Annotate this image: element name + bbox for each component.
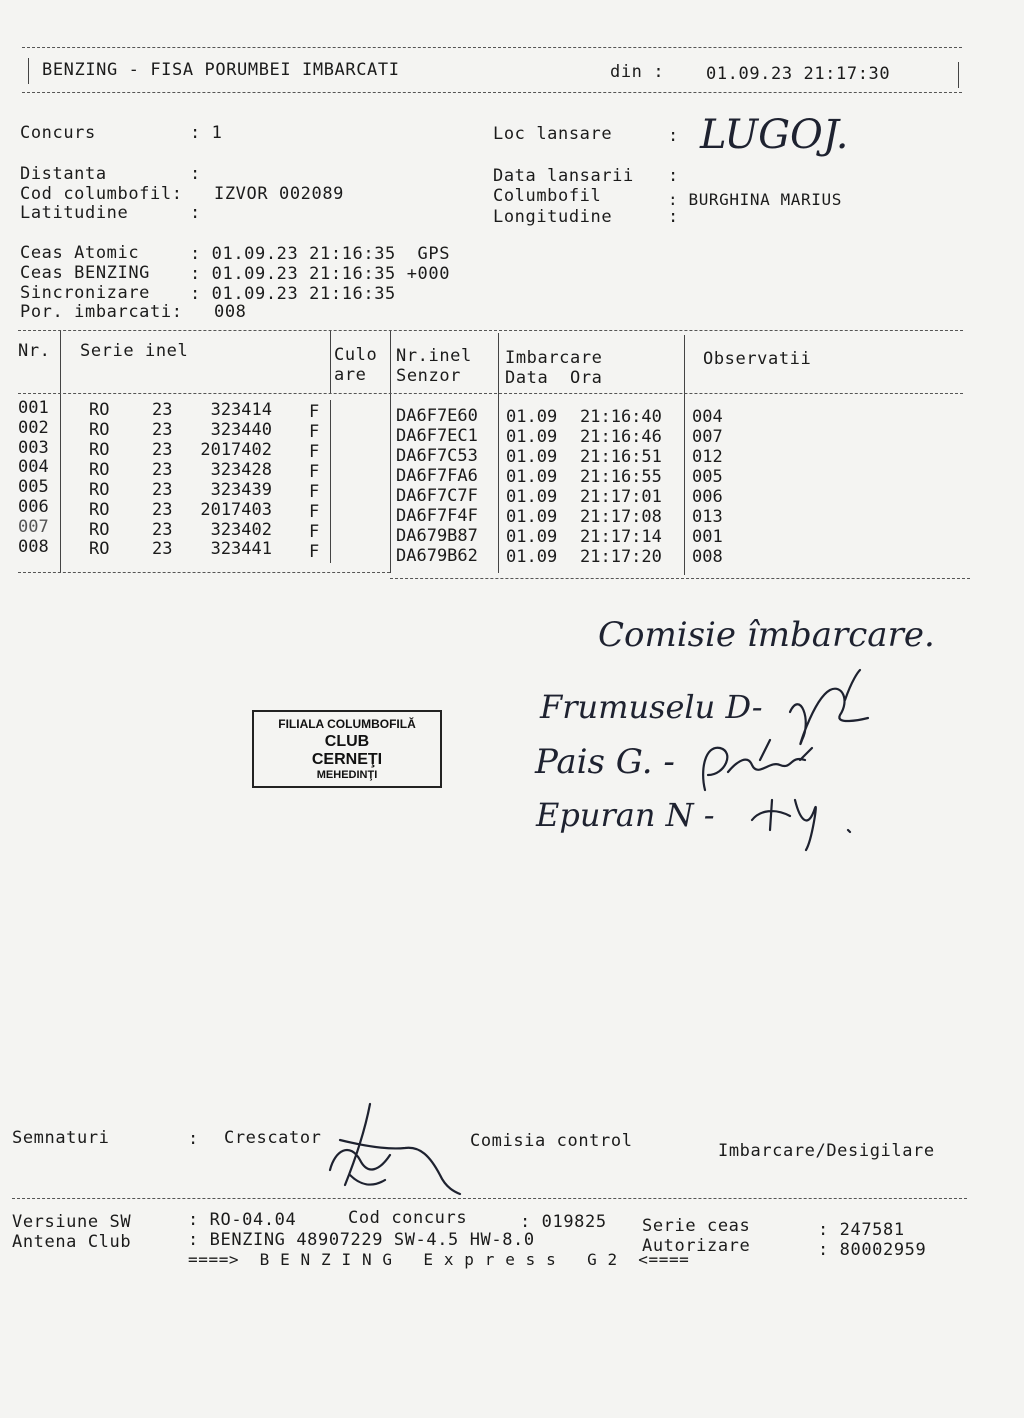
cell-inel: 323414 <box>210 400 272 420</box>
din-label: din : <box>610 62 665 82</box>
cell-sex: F <box>309 502 320 522</box>
cell-data: 01.09 <box>506 527 558 547</box>
data-lansarii-value: : <box>668 166 679 186</box>
header-nr-inel-2: Senzor <box>396 366 462 386</box>
cell-ora: 21:17:01 <box>580 487 662 507</box>
cell-ora: 21:17:20 <box>580 547 662 567</box>
cell-tara: RO <box>89 480 110 500</box>
header-culoare-2: are <box>334 365 367 385</box>
ceas-atomic-value: : 01.09.23 21:16:35 GPS <box>190 244 451 264</box>
cell-sex: F <box>309 422 320 442</box>
stamp-line-1: FILIALA COLUMBOFILĂ <box>278 717 416 731</box>
cell-obs: 004 <box>692 407 723 427</box>
header-imbarcare-2: Data Ora <box>505 368 603 388</box>
cell-ora: 21:17:14 <box>580 527 662 547</box>
cell-sex: F <box>309 442 320 462</box>
cell-senzor: DA6F7C53 <box>396 446 478 466</box>
signature-epuran <box>752 800 850 850</box>
ceas-atomic-label: Ceas Atomic <box>20 243 140 263</box>
cell-an: 23 <box>152 480 173 500</box>
serie-ceas-label: Serie ceas <box>642 1216 751 1236</box>
cell-tara: RO <box>89 400 110 420</box>
imbarcare-desigilare-label: Imbarcare/Desigilare <box>718 1141 935 1161</box>
cell-ora: 21:17:08 <box>580 507 662 527</box>
data-lansarii-label: Data lansarii <box>493 166 634 186</box>
columbofil-label: Columbofil <box>493 186 602 206</box>
concurs-label: Concurs <box>20 123 96 143</box>
longitudine-value: : <box>668 207 679 227</box>
cell-senzor: DA6F7FA6 <box>396 466 478 486</box>
cell-sex: F <box>309 522 320 542</box>
distanta-label: Distanta <box>20 164 107 184</box>
cell-data: 01.09 <box>506 427 558 447</box>
header-nr-inel-1: Nr.inel <box>396 346 472 366</box>
header-culoare-1: Culo <box>334 345 378 365</box>
cell-an: 23 <box>152 400 173 420</box>
cell-obs: 008 <box>692 547 723 567</box>
cell-inel: 323439 <box>210 480 272 500</box>
cell-obs: 005 <box>692 467 723 487</box>
commission-title: Comisie îmbarcare. <box>598 615 935 655</box>
versiune-label: Versiune SW <box>12 1212 132 1232</box>
stamp-line-2: CLUB <box>324 733 370 750</box>
cell-tara: RO <box>89 520 110 540</box>
cell-sex: F <box>309 482 320 502</box>
cell-ora: 21:16:51 <box>580 447 662 467</box>
autorizare-label: Autorizare <box>642 1236 751 1256</box>
comisia-control-label: Comisia control <box>470 1131 633 1151</box>
cell-inel: 323440 <box>210 420 272 440</box>
cell-sex: F <box>309 542 320 562</box>
header-observatii: Observatii <box>703 349 812 369</box>
versiune-value: : RO-04.04 <box>188 1210 297 1230</box>
commission-member-2: Pais G. - <box>535 742 675 782</box>
cell-senzor: DA6F7EC1 <box>396 426 478 446</box>
cell-ora: 21:16:40 <box>580 407 662 427</box>
latitudine-value: : <box>190 203 201 223</box>
crescator-label: Crescator <box>224 1128 322 1148</box>
cell-an: 23 <box>152 420 173 440</box>
cod-columbofil-value: IZVOR 002089 <box>214 184 345 204</box>
ceas-benzing-label: Ceas BENZING <box>20 263 151 283</box>
header-imbarcare-1: Imbarcare <box>505 348 603 368</box>
commission-member-3: Epuran N - <box>536 796 715 834</box>
cell-data: 01.09 <box>506 407 558 427</box>
cod-concurs-label: Cod concurs <box>348 1208 468 1228</box>
club-stamp <box>252 710 442 788</box>
stamp-line-3: CERNEŢI <box>311 751 383 768</box>
loc-lansare-colon: : <box>668 126 679 146</box>
cell-senzor: DA679B87 <box>396 526 478 546</box>
cell-nr: 007 <box>18 517 49 537</box>
cell-nr: 004 <box>18 457 49 477</box>
header-nr: Nr. <box>18 341 51 361</box>
cod-columbofil-label: Cod columbofil: <box>20 184 183 204</box>
cell-data: 01.09 <box>506 467 558 487</box>
antena-label: Antena Club <box>12 1232 132 1252</box>
distanta-value: : <box>190 164 201 184</box>
cell-senzor: DA6F7C7F <box>396 486 478 506</box>
serie-ceas-value: : 247581 <box>818 1220 905 1240</box>
cell-tara: RO <box>89 500 110 520</box>
footer-top-border <box>12 1198 967 1199</box>
cell-tara: RO <box>89 460 110 480</box>
loc-lansare-handwritten: LUGOJ. <box>700 112 849 158</box>
cell-nr: 002 <box>18 418 49 438</box>
cell-ora: 21:16:55 <box>580 467 662 487</box>
cell-obs: 001 <box>692 527 723 547</box>
commission-member-1: Frumuselu D- <box>540 688 763 726</box>
cell-obs: 013 <box>692 507 723 527</box>
cell-tara: RO <box>89 440 110 460</box>
signatures-colon: : <box>188 1129 199 1149</box>
sincronizare-label: Sincronizare <box>20 283 151 303</box>
cell-obs: 006 <box>692 487 723 507</box>
cell-senzor: DA6F7F4F <box>396 506 478 526</box>
columbofil-value: : BURGHINA MARIUS <box>668 190 842 209</box>
cell-tara: RO <box>89 539 110 559</box>
cell-an: 23 <box>152 460 173 480</box>
cell-senzor: DA679B62 <box>396 546 478 566</box>
signature-frumuselu <box>790 670 868 760</box>
cell-data: 01.09 <box>506 547 558 567</box>
cell-inel: 323441 <box>210 539 272 559</box>
benzing-banner: ====> B E N Z I N G E x p r e s s G 2 <==== <box>188 1250 690 1269</box>
loc-lansare-label: Loc lansare <box>493 124 613 144</box>
cell-data: 01.09 <box>506 507 558 527</box>
cell-an: 23 <box>152 440 173 460</box>
signature-pais <box>703 740 805 790</box>
cell-an: 23 <box>152 520 173 540</box>
document-title: BENZING - FISA PORUMBEI IMBARCATI <box>42 60 400 80</box>
longitudine-label: Longitudine <box>493 207 613 227</box>
cell-inel: 2017402 <box>200 440 272 460</box>
header-serie-inel: Serie inel <box>80 341 189 361</box>
por-imbarcati-label: Por. imbarcati: <box>20 302 183 322</box>
cell-ora: 21:16:46 <box>580 427 662 447</box>
por-imbarcati-value: 008 <box>214 302 247 322</box>
signatures-label: Semnaturi <box>12 1128 110 1148</box>
cell-inel: 323402 <box>210 520 272 540</box>
cell-data: 01.09 <box>506 447 558 467</box>
cell-nr: 006 <box>18 497 49 517</box>
cell-data: 01.09 <box>506 487 558 507</box>
cell-nr: 005 <box>18 477 49 497</box>
stamp-line-4: MEHEDINŢI <box>316 769 378 781</box>
cell-sex: F <box>309 402 320 422</box>
cell-tara: RO <box>89 420 110 440</box>
cell-an: 23 <box>152 539 173 559</box>
cell-obs: 012 <box>692 447 723 467</box>
cell-obs: 007 <box>692 427 723 447</box>
cell-sex: F <box>309 462 320 482</box>
cell-nr: 001 <box>18 398 49 418</box>
ceas-benzing-value: : 01.09.23 21:16:35 +000 <box>190 264 451 284</box>
cell-inel: 323428 <box>210 460 272 480</box>
autorizare-value: : 80002959 <box>818 1240 927 1260</box>
din-value: 01.09.23 21:17:30 <box>706 64 891 84</box>
cell-an: 23 <box>152 500 173 520</box>
concurs-value: : 1 <box>190 123 223 143</box>
antena-value: : BENZING 48907229 SW-4.5 HW-8.0 <box>188 1230 535 1250</box>
cell-senzor: DA6F7E60 <box>396 406 478 426</box>
cell-inel: 2017403 <box>200 500 272 520</box>
signature-crescator <box>330 1104 460 1194</box>
cell-nr: 003 <box>18 438 49 458</box>
sincronizare-value: : 01.09.23 21:16:35 <box>190 284 396 304</box>
cell-nr: 008 <box>18 537 49 557</box>
latitudine-label: Latitudine <box>20 203 129 223</box>
cod-concurs-value: : 019825 <box>520 1212 607 1232</box>
